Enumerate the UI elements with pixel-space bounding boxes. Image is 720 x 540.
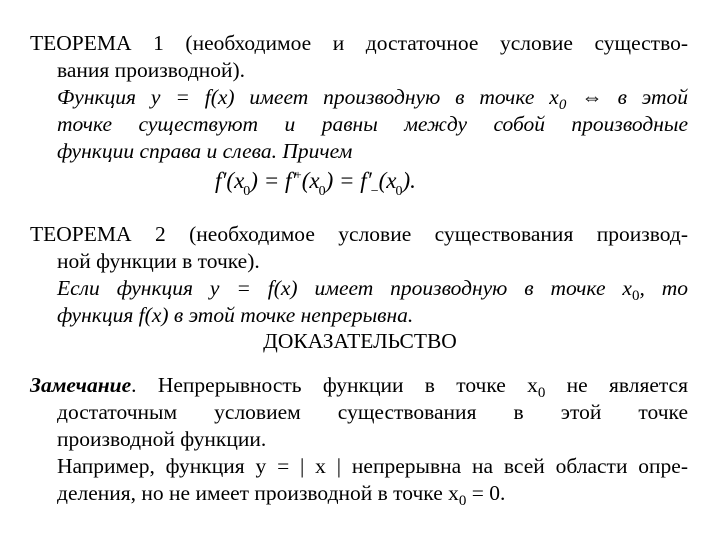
formula-part: ) = f′ — [325, 168, 372, 193]
remark-line2 — [57, 399, 688, 425]
theorem1-statement-line1 — [57, 84, 688, 113]
theorem2-statement-line2 — [57, 302, 413, 328]
theorem2-subscript: 0 — [631, 288, 640, 304]
theorem1-statement-line3 — [57, 138, 352, 164]
theorem1-heading-text: ТЕОРЕМА 1 (необходимое и достаточное условие существо- — [30, 31, 688, 55]
theorem1-heading — [30, 30, 688, 56]
theorem1-statement-text-b: в этой — [617, 85, 688, 109]
remark-line1-text-a: . Непрерывность функции в точке x — [131, 373, 538, 397]
remark-line2-text: достаточным условием существования в этой точке — [57, 400, 688, 424]
formula-part: ) = f′ — [250, 168, 297, 193]
theorem1-heading-cont — [57, 57, 245, 83]
remark-line3-text: производной функции. — [57, 427, 267, 451]
remark-line4 — [57, 453, 688, 479]
theorem1-statement-text-a: Функция y = f(x) имеет производную в точке x — [57, 85, 559, 109]
remark-line5-text-b: = 0. — [466, 481, 506, 505]
remark-line3 — [57, 426, 266, 452]
formula-part: (x — [378, 168, 397, 193]
formula-part: f′(x — [215, 168, 245, 193]
remark-label: Замечание — [30, 373, 132, 397]
theorem2-statement-text-b: , то — [639, 276, 688, 300]
theorem1-statement-line3-text: функции справа и слева. Причем — [57, 139, 353, 163]
theorem1-subscript: 0 — [558, 97, 567, 113]
proof-heading — [0, 328, 720, 354]
formula-subscript: 0 — [243, 184, 251, 199]
equivalence-arrow-icon: ⇔ — [581, 85, 603, 109]
proof-heading-text: ДОКАЗАТЕЛЬСТВО — [263, 329, 457, 353]
theorem1-statement-line2-text: точке существуют и равны между собой производные — [57, 112, 688, 136]
theorem2-statement-text-a: Если функция y = f(x) имеет производную в точке x — [57, 276, 632, 300]
formula-subscript: 0 — [318, 184, 326, 199]
theorem2-heading — [30, 221, 688, 247]
remark-line5-text-a: деления, но не имеет производной в точке x — [57, 481, 459, 505]
remark-subscript: 0 — [537, 385, 546, 401]
formula-part: ). — [402, 168, 416, 193]
theorem2-heading-cont — [57, 248, 260, 274]
theorem2-statement-line2-text: функция f(x) в этой точке непрерывна. — [57, 303, 414, 327]
remark-line1 — [30, 372, 688, 401]
formula-superscript: + — [294, 167, 302, 182]
formula-subscript: − — [370, 184, 379, 199]
formula-subscript: 0 — [395, 184, 403, 199]
theorem1-heading-cont-text: вания производной). — [57, 58, 246, 82]
remark-line5 — [57, 480, 505, 509]
remark-line1-text-b: не является — [545, 373, 688, 397]
theorem2-heading-text: ТЕОРЕМА 2 (необходимое условие существования производ- — [30, 222, 688, 246]
theorem1-statement-line2 — [57, 111, 688, 137]
remark-line5-subscript: 0 — [458, 493, 467, 509]
derivative-formula — [215, 166, 416, 200]
remark-line4-text: Например, функция y = | x | непрерывна на всей области опре- — [57, 454, 688, 478]
formula-part: (x — [301, 168, 320, 193]
theorem2-statement-line1 — [57, 275, 688, 304]
theorem2-heading-cont-text: ной функции в точке). — [57, 249, 260, 273]
